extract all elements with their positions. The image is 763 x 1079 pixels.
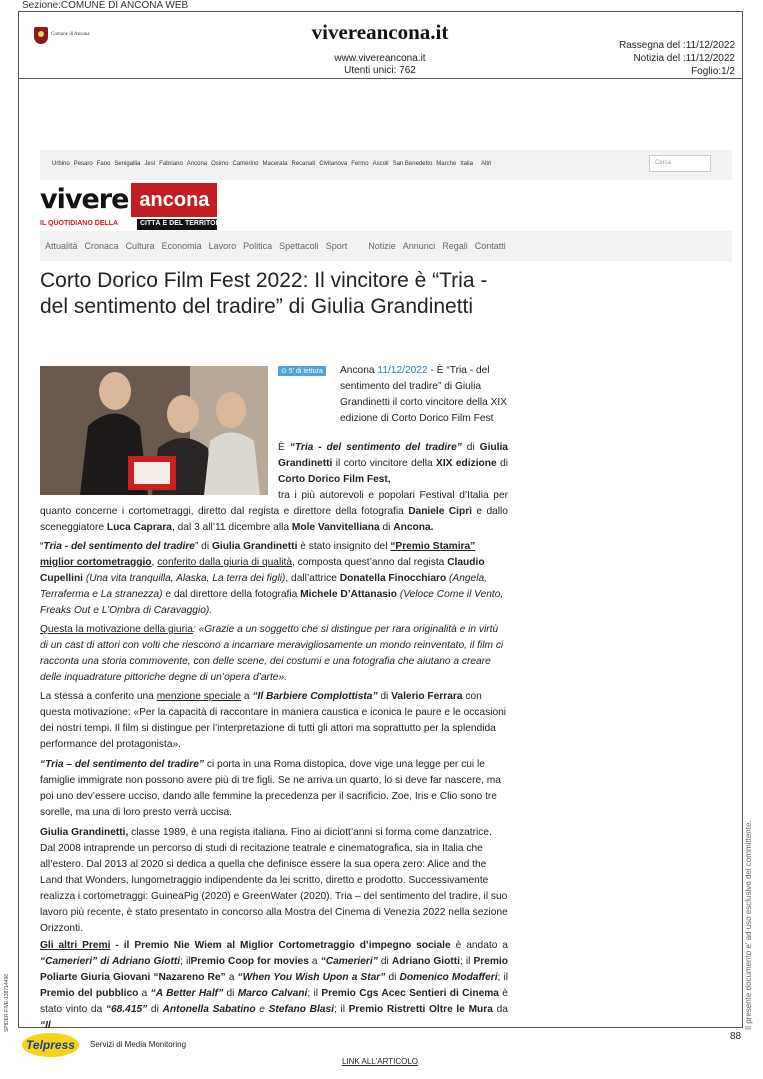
nav-item[interactable]: Notizie xyxy=(368,241,396,251)
paragraph-6: Giulia Grandinetti, classe 1989, è una regista italiana. Fino ai diciott’anni si forma come danzatrice. Dal 2008 intraprende un percorso di studi di recitazione teatrale e cinematografica, sia in Italia che all’estero. Dal 2013 al 2020 si dedica a quella che definisce essere la sua opera zero: Alice and the Land that Wonders, lungometraggio indipendente da lei scritto, diretto e prodotto. Successivamente realizza i cortometraggi: GuineaPig (2020) e GreenWater (2020). Tria – del sentimento del tradire, il suo lavoro più recente, è stato presentato in concorso alla Mostra del Cinema di Venezia 2022 nella sezione Orizzonti. xyxy=(40,827,508,934)
city-link[interactable]: Marche xyxy=(436,161,457,167)
paragraph-4: La stessa a conferito una menzione speciale a “Il Barbiere Complottista” di Valerio Ferrara con questa motivazione: «Per la capacità di raccontare in maniera caustica e iconica le paure e le occasioni dei nostri tempi. Il film si distingue per l’interpretazione di tutti gli attori ma soprattutto per la splendida performance del protagonista». xyxy=(40,691,507,750)
city-link[interactable]: Urbino xyxy=(52,161,70,167)
sheet-number: Foglio:1/2 xyxy=(691,66,735,77)
comune-name: Comune di Ancona xyxy=(51,32,90,37)
nav-item[interactable]: Sport xyxy=(325,241,348,251)
reading-time-badge: ⊙ 5' di lettura xyxy=(278,366,326,376)
city-link[interactable]: Recanati xyxy=(291,161,316,167)
city-links xyxy=(52,161,491,167)
city-bar xyxy=(40,150,732,180)
usage-note: Il presente documento e' ad uso esclusivo del committente. xyxy=(744,820,753,1030)
paragraph-1-top: È “Tria - del sentimento del tradire” di Giulia Grandinetti il corto vincitore della XIX edizione di Corto Dorico Film Fest, xyxy=(278,442,508,485)
tagline-black: CITTÀ E DEL TERRITORIO xyxy=(140,220,229,227)
city-link[interactable]: Fabriano xyxy=(159,161,183,167)
services-label: Servizi di Media Monitoring xyxy=(90,1040,187,1049)
city-link[interactable]: Camerino xyxy=(232,161,259,167)
tagline-red: IL QUOTIDIANO DELLA xyxy=(40,220,119,227)
nav-item[interactable]: Economia xyxy=(161,241,202,251)
telpress-logo: Telpress xyxy=(22,1033,79,1057)
city-link[interactable]: Civitanova xyxy=(319,161,348,167)
article-headline: Corto Dorico Film Fest 2022: Il vincitore è “Tria - del sentimento del tradire” di Giulia Grandinetti xyxy=(40,269,488,318)
logo-vivere: vivere xyxy=(40,184,129,215)
page-number: 88 xyxy=(730,1031,742,1042)
paragraph-5: “Tria – del sentimento del tradire” ci porta in una Roma distopica, dove vige una legge per cui le famiglie immigrate non possono avere più di tre figli. Se ne arriva un quarto, lo si deve far nascere, ma poi uno dev’essere ucciso, dando alle femmine la precedenza per il sacrificio. Zoe, Iris e Clio sono tre sorelle, ma una di loro presto verrà uccisa. xyxy=(40,759,501,818)
city-link[interactable]: Altri xyxy=(480,161,492,167)
city-link[interactable]: San Benedetto xyxy=(392,161,433,167)
notizia-date: Notizia del :11/12/2022 xyxy=(633,53,735,64)
city-link[interactable]: Senigallia xyxy=(114,161,141,167)
nav-item[interactable]: Cronaca xyxy=(84,241,119,251)
city-link[interactable]: Italia xyxy=(460,161,473,167)
city-link[interactable]: Macerata xyxy=(262,161,288,167)
city-link[interactable]: Jesi xyxy=(144,161,156,167)
search-input[interactable]: Cerca xyxy=(649,155,711,172)
main-nav xyxy=(40,231,732,261)
city-link[interactable]: Fano xyxy=(96,161,111,167)
article-photo xyxy=(40,366,268,495)
paragraph-1-body: tra i più autorevoli e popolari Festival d’Italia per quanto concerne i cortometraggi, diretto dal regista e direttore della fotografia Daniele Ciprì e dallo sceneggiatore Luca Caprara, dal 3 all’11 dicembre alla Mole Vanvitelliana di Ancona. xyxy=(40,490,508,533)
unique-users: Utenti unici: 762 xyxy=(344,65,416,76)
site-logo[interactable] xyxy=(40,183,217,217)
paragraph-7: Gli altri Premi - il Premio Nie Wiem al Miglior Cortometraggio d’impegno sociale è andato a “Camerieri” di Adriano Giotti; ilPremio Coop for movies a “Camerieri” di Adriano Giotti; il Premio Poliarte Giuria Giovani “Nazareno Re” a “When You Wish Upon a Star” di Domenico Modafferi; il Premio del pubblico a “A Better Half” di Marco Calvani; il Premio Cgs Acec Sentieri di Cinema è stato vinto da “68.415” di Antonella Sabatino e Stefano Blasi; il Premio Ristretti Oltre le Mura da “Il xyxy=(40,940,509,1031)
nav-item[interactable]: Attualità xyxy=(45,241,78,251)
award-photo-illustration xyxy=(40,366,268,495)
nav-item[interactable]: Regali xyxy=(442,241,468,251)
date-link[interactable]: 11/12/2022 xyxy=(377,365,428,376)
nav-item[interactable]: Politica xyxy=(243,241,273,251)
nav-item[interactable]: Cultura xyxy=(125,241,155,251)
rassegna-date: Rassegna del :11/12/2022 xyxy=(618,40,735,51)
logo-ancona: ancona xyxy=(131,183,217,217)
comune-crest-icon xyxy=(34,27,48,44)
city-link[interactable]: Ancona xyxy=(186,161,208,167)
source-url: www.vivereancona.it xyxy=(334,53,426,64)
nav-item[interactable]: Contatti xyxy=(474,241,506,251)
article-lead: Ancona 11/12/2022 - È “Tria - del sentimento del tradire” di Giulia Grandinetti il corto vincitore della XIX edizione di Corto Dorico Film Fest xyxy=(340,365,508,424)
nav-item[interactable]: Lavoro xyxy=(208,241,237,251)
section-label: Sezione:COMUNE DI ANCONA WEB xyxy=(22,0,189,11)
city-link[interactable]: Fermo xyxy=(351,161,369,167)
giuria-link[interactable]: conferito dalla giuria di qualità xyxy=(157,557,292,568)
comune-logo xyxy=(34,25,94,45)
nav-item[interactable]: Annunci xyxy=(402,241,436,251)
article-link[interactable]: LINK ALL'ARTICOLO xyxy=(341,1057,419,1066)
paragraph-3: Questa la motivazione della giuria: «Grazie a un soggetto che si distingue per rara originalità e in virtù di un cast di attori con volti che riescono a incarnare meravigliosamente un mondo reinventato, il film ci racconta una storia commovente, con delle scene, dei costumi e una fotografia che aiutano a creare delle inquadrature pittoriche degne di un’opera d’arte». xyxy=(40,624,504,683)
paragraph-2: “Tria - del sentimento del tradire” di Giulia Grandinetti è stato insignito del “Premio Stamira” miglior cortometraggio, conferito dalla giuria di qualità, composta quest’anno dal regista Claudio Cupellini (Una vita tranquilla, Alaska, La terra dei figli), dall’attrice Donatella Finocchiaro (Angela, Terraferma e La stranezza) e dal direttore della fotografia Michele D’Attanasio (Veloce Come il Vento, Freaks Out e L’Ombra di Caravaggio). xyxy=(40,541,504,616)
city-link[interactable]: Ascoli xyxy=(372,161,389,167)
premio-stamira-link[interactable]: “Premio Stamira” miglior cortometraggio xyxy=(40,541,476,568)
header-divider xyxy=(18,78,743,79)
source-title: vivereancona.it xyxy=(311,20,449,44)
nav-item[interactable]: Spettacoli xyxy=(279,241,319,251)
spider-id: SPIDER-FIVE-138714496 xyxy=(4,973,10,1032)
city-link[interactable]: Osimo xyxy=(211,161,229,167)
city-link[interactable]: Pesaro xyxy=(73,161,93,167)
nav-links xyxy=(45,241,506,251)
